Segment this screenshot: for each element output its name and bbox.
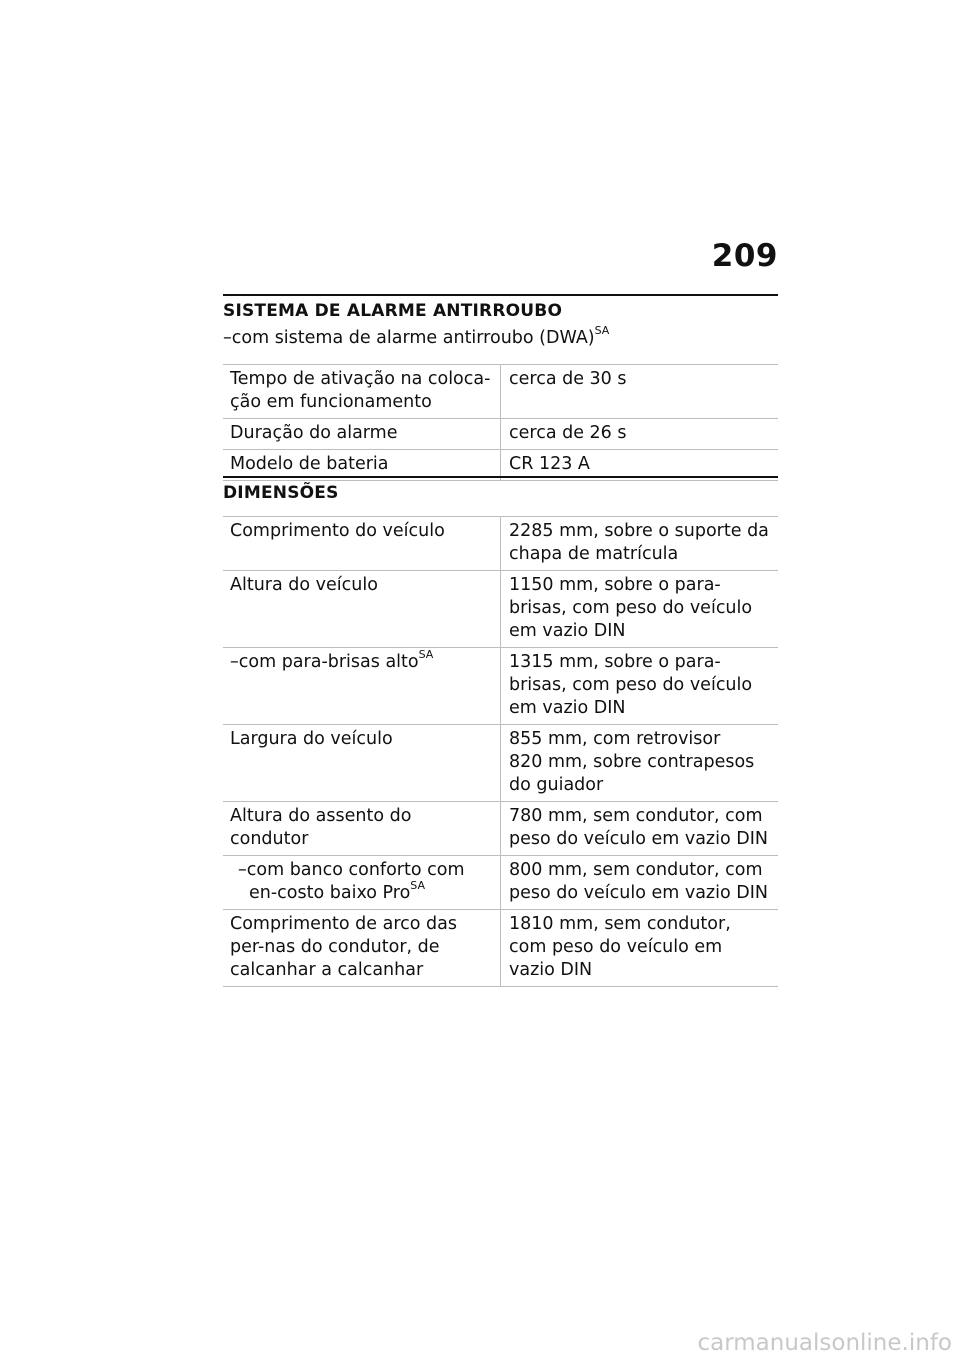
row-label-text: –com para-brisas alto bbox=[230, 652, 419, 672]
table-cell-label bbox=[223, 571, 501, 648]
table-cell-label bbox=[223, 648, 501, 725]
value-line: 820 mm, sobre contrapesos do guiador bbox=[509, 752, 755, 795]
table-cell-value: 1315 mm, sobre o para-brisas, com peso do veículo em vazio DIN bbox=[501, 648, 779, 725]
table-row bbox=[223, 365, 778, 419]
table-cell-label bbox=[223, 802, 501, 856]
section-rule bbox=[223, 476, 778, 478]
table-cell-label: Modelo de bateria bbox=[223, 450, 501, 481]
table-cell-value: CR 123 A bbox=[501, 450, 779, 481]
section-rule bbox=[223, 294, 778, 296]
page-number: 209 bbox=[711, 238, 778, 274]
alarm-section-title: SISTEMA DE ALARME ANTIRROUBO bbox=[223, 301, 563, 321]
row-label-text: –com banco conforto com en-costo baixo Pro bbox=[238, 860, 465, 903]
table-row bbox=[223, 648, 778, 725]
row-label-text: Largura do veículo bbox=[230, 729, 393, 749]
table-cell-value bbox=[501, 725, 779, 802]
row-label-sup: SA bbox=[418, 648, 434, 662]
table-cell-label bbox=[223, 725, 501, 802]
table-row bbox=[223, 802, 778, 856]
table-row bbox=[223, 517, 778, 571]
table-cell-label bbox=[223, 856, 501, 910]
table-cell-label bbox=[223, 517, 501, 571]
watermark-footer: carmanualsonline.info bbox=[697, 1330, 952, 1356]
table-cell-value: cerca de 26 s bbox=[501, 419, 779, 450]
row-label-sup: SA bbox=[410, 879, 426, 893]
table-row bbox=[223, 419, 778, 450]
table-cell-value: 780 mm, sem condutor, com peso do veículo em vazio DIN bbox=[501, 802, 779, 856]
value-line: 855 mm, com retrovisor bbox=[509, 729, 721, 749]
row-label-text: Comprimento do veículo bbox=[230, 521, 445, 541]
dimensions-section bbox=[223, 476, 778, 987]
table-cell-value: 2285 mm, sobre o suporte da chapa de matrícula bbox=[501, 517, 779, 571]
table-row bbox=[223, 725, 778, 802]
table-cell-value: 1150 mm, sobre o para-brisas, com peso do veículo em vazio DIN bbox=[501, 571, 779, 648]
table-cell-label bbox=[223, 910, 501, 987]
dimensions-table bbox=[223, 516, 778, 987]
table-row bbox=[223, 856, 778, 910]
alarm-subtitle-text: –com sistema de alarme antirroubo (DWA) bbox=[223, 328, 595, 348]
alarm-subtitle bbox=[223, 326, 778, 350]
row-label-text: Altura do assento do condutor bbox=[230, 806, 412, 849]
row-label-text: Comprimento de arco das per-nas do condutor, de calcanhar a calcanhar bbox=[230, 914, 457, 980]
row-label-text: Altura do veículo bbox=[230, 575, 378, 595]
table-cell-label: Duração do alarme bbox=[223, 419, 501, 450]
table-cell-value: cerca de 30 s bbox=[501, 365, 779, 419]
table-cell-value: 1810 mm, sem condutor, com peso do veículo em vazio DIN bbox=[501, 910, 779, 987]
table-row bbox=[223, 910, 778, 987]
table-cell-value: 800 mm, sem condutor, com peso do veículo em vazio DIN bbox=[501, 856, 779, 910]
table-row bbox=[223, 571, 778, 648]
alarm-table bbox=[223, 364, 778, 481]
alarm-subtitle-sup: SA bbox=[594, 324, 610, 338]
dimensions-section-title: DIMENSÕES bbox=[223, 483, 339, 503]
alarm-section bbox=[223, 294, 778, 481]
table-cell-label: Tempo de ativação na coloca-ção em funcionamento bbox=[223, 365, 501, 419]
row-label-hanging bbox=[230, 859, 494, 905]
